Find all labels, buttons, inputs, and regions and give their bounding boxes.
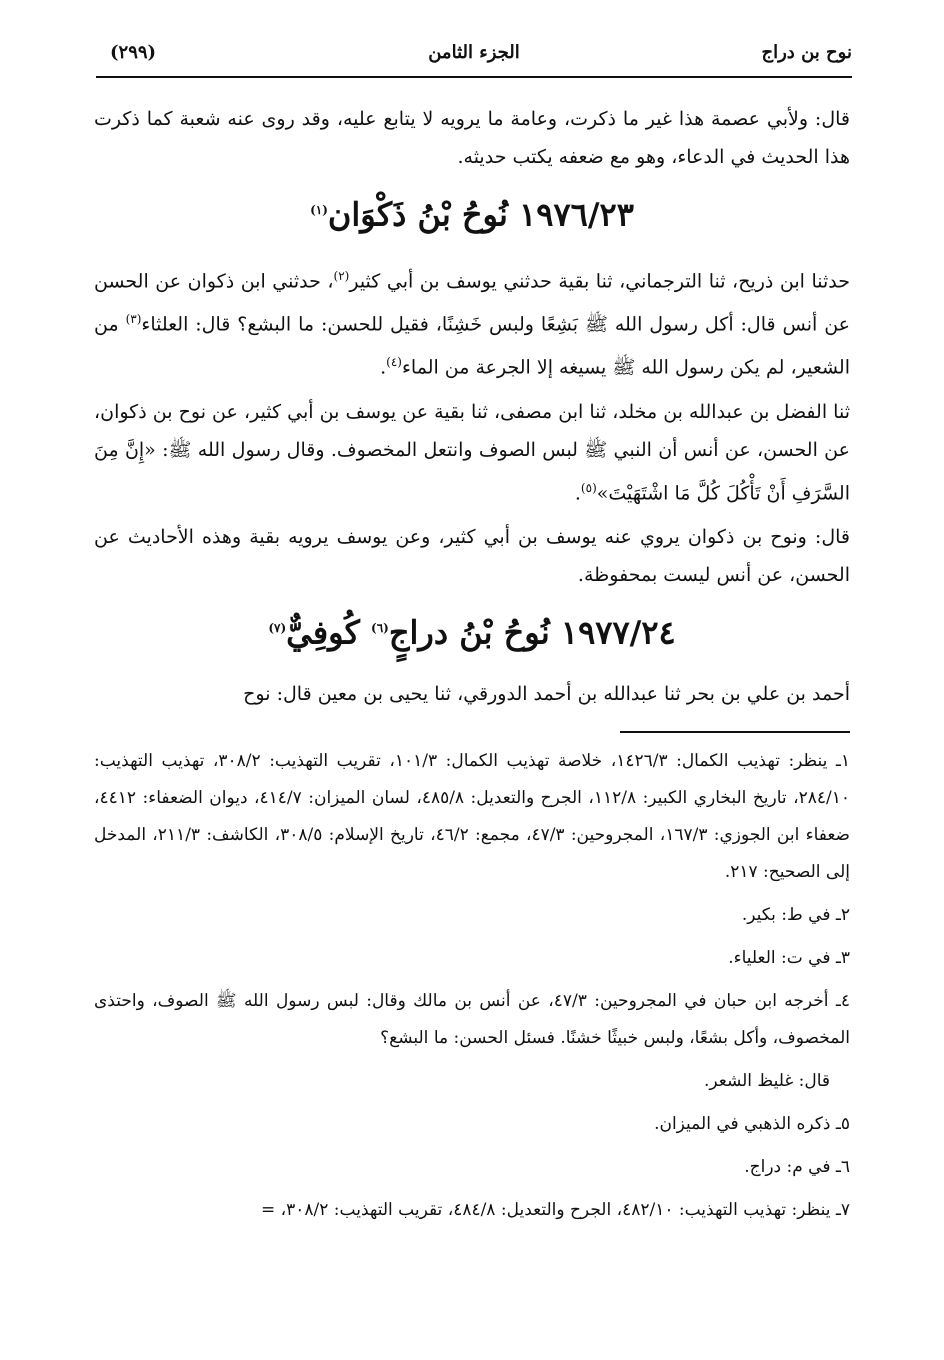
running-title: نوح بن دراج bbox=[761, 42, 852, 63]
volume-title: الجزء الثامن bbox=[428, 42, 520, 63]
entry-title: ١٩٧٦/٢٣ نُوحُ بْنُ ذَكْوَان bbox=[327, 195, 634, 234]
footnote-ref: (٣) bbox=[125, 311, 142, 326]
paragraph-text: حدثنا ابن ذريح، ثنا الترجماني، ثنا بقية حدثني يوسف بن أبي كثير bbox=[349, 269, 851, 292]
footnote-ref: (٧) bbox=[268, 620, 287, 635]
footnote-1: ١ـ ينظر: تهذيب الكمال: ١٤٢٦/٣، خلاصة تهذيب الكمال: ١٠١/٣، تقريب التهذيب: ٣٠٨/٢، تهذيب التهذيب: ٢٨٤/١٠، تاريخ البخاري الكبير: ١١٢/٨، الجرح والتعديل: ٤٨٥/٨، لسان الميزان: ٤١٤/٧، ديوان الضعفاء: ٤٤١٢، ضعفاء ابن الجوزي: ١٦٧/٣، المجروحين: ٤٧/٣، مجمع: ٤٦/٢، تاريخ الإسلام: ٣٠٨/٥، الكاشف: ٢١١/٣، المدخل إلى الصحيح: ٢١٧. bbox=[94, 750, 851, 882]
paragraph-text: . bbox=[380, 356, 387, 379]
intro-paragraph: قال: ولأبي عصمة هذا غير ما ذكرت، وعامة ما يرويه لا يتابع عليه، وقد روى عنه شعبة كما ذكرت هذا الحديث في الدعاء، وهو مع ضعفه يكتب حديثه. bbox=[94, 108, 850, 168]
page-header bbox=[96, 36, 852, 78]
footnote-3: ٣ـ في ت: العلياء. bbox=[728, 947, 850, 968]
footnote-ref: (٦) bbox=[371, 620, 389, 635]
footnote-4: ٤ـ أخرجه ابن حبان في المجروحين: ٤٧/٣، عن أنس بن مالك وقال: لبس رسول الله ﷺ الصوف، واحتذى المخصوف، وأكل بشعًا، ولبس خبيثًا خشنًا. فسئل الحسن: ما البشع؟ bbox=[94, 990, 850, 1048]
commentary-paragraph: قال: ونوح بن ذكوان يروي عنه يوسف بن أبي كثير، وعن يوسف يرويه بقية وهذه الأحاديث عن الحسن، عن أنس ليست بمحفوظة. bbox=[94, 525, 850, 586]
entry-title: كُوفِيٌّ bbox=[286, 613, 372, 652]
footnote-4-continuation: قال: غليظ الشعر. bbox=[703, 1070, 830, 1091]
footnotes bbox=[94, 743, 850, 1229]
footnote-ref: (١) bbox=[310, 203, 328, 217]
paragraph-text: ثنا الفضل بن عبدالله بن مخلد، ثنا ابن مصفى، ثنا بقية عن يوسف بن أبي كثير، عن نوح بن ذكوان، عن الحسن، عن أنس أن النبي ﷺ لبس الصوف وانتعل المخصوف. وقال رسول الله ﷺ: «إِنَّ مِنَ السَّرَفِ أَنْ تَأْكُلَ كُلَّ مَا اشْتَهَيْتَ» bbox=[94, 400, 850, 504]
hadith-paragraph-1 bbox=[94, 257, 850, 387]
footnote-2: ٢ـ في ط: بكير. bbox=[741, 904, 850, 925]
footnote-ref: (٢) bbox=[333, 268, 350, 283]
entry-heading-1977 bbox=[94, 600, 850, 661]
footnote-6: ٦ـ في م: دراج. bbox=[744, 1156, 850, 1177]
footnote-separator bbox=[620, 731, 850, 733]
footnote-ref: (٥) bbox=[580, 480, 597, 495]
footnote-5: ٥ـ ذكره الذهبي في الميزان. bbox=[654, 1113, 850, 1134]
page-body bbox=[94, 100, 850, 1235]
entry-heading-1976 bbox=[94, 182, 850, 243]
hadith-paragraph-2 bbox=[94, 393, 850, 512]
footnote-7: ٧ـ ينظر: تهذيب التهذيب: ٤٨٢/١٠، الجرح والتعديل: ٤٨٤/٨، تقريب التهذيب: ٣٠٨/٢، = bbox=[261, 1199, 850, 1220]
paragraph-text: . bbox=[574, 481, 581, 504]
chain-paragraph: أحمد بن علي بن بحر ثنا عبدالله بن أحمد الدورقي، ثنا يحيى بن معين قال: نوح bbox=[243, 682, 850, 705]
footnote-ref: (٤) bbox=[386, 355, 402, 370]
paragraph-text: ، حدثني ابن ذكوان عن الحسن عن أنس قال: أكل رسول الله ﷺ بَشِعًا ولبس خَشِنًا، فقيل للحسن: ما البشع؟ قال: العلثاء bbox=[94, 269, 850, 336]
entry-title: ١٩٧٧/٢٤ نُوحُ بْنُ دراجٍ bbox=[388, 613, 676, 652]
page-number: (٢٩٩) bbox=[110, 42, 157, 63]
paragraph-text: من الشعير، لم يكن رسول الله ﷺ يسيغه إلا الجرعة من الماء bbox=[94, 313, 850, 379]
